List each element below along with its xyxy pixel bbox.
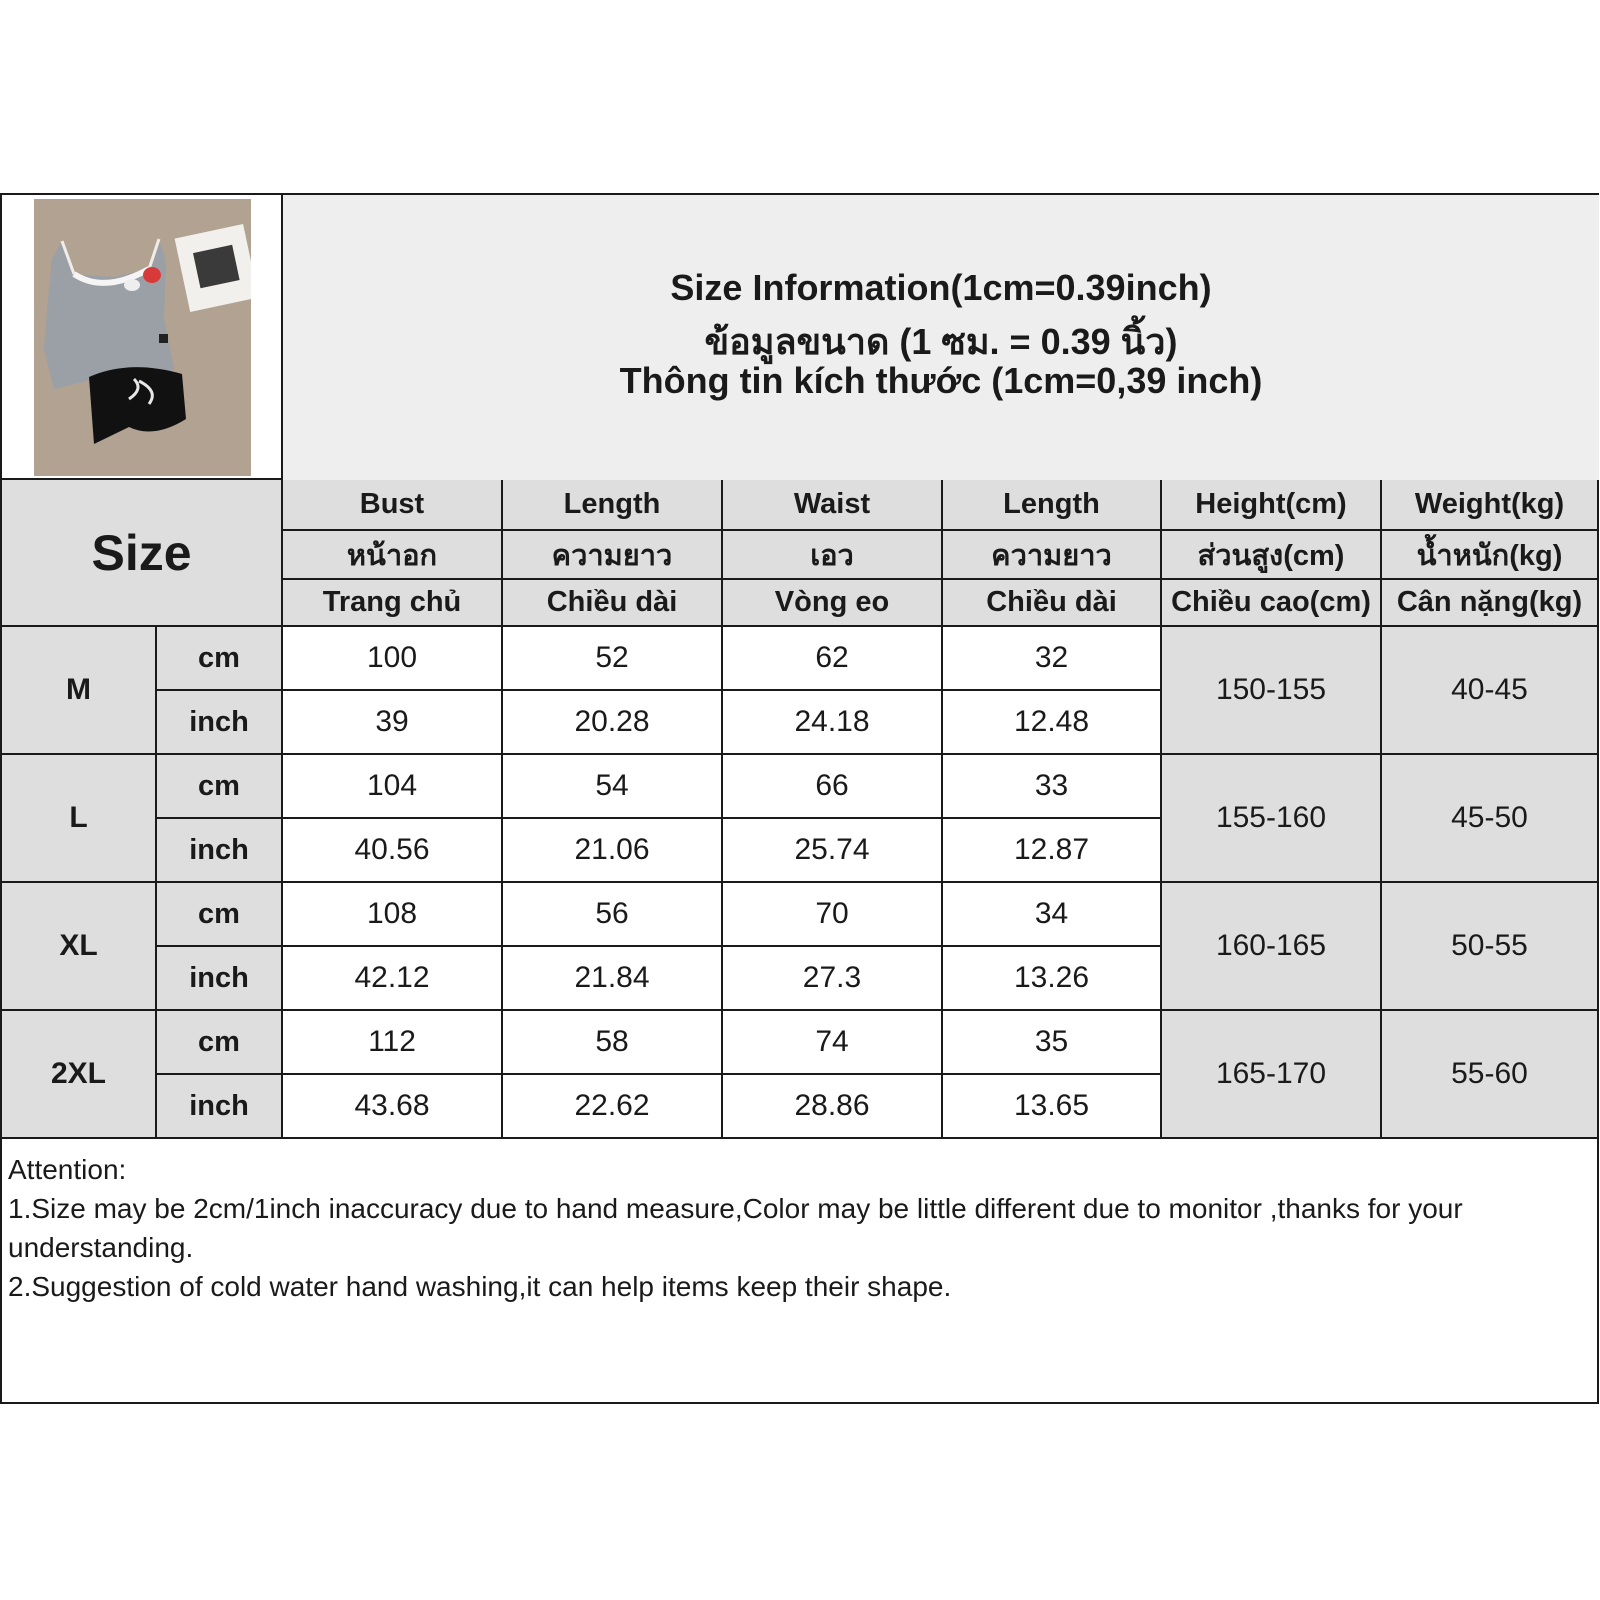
cell-weight: 45-50 xyxy=(1382,755,1599,883)
size-label: XL xyxy=(2,883,157,1011)
column-header-4-th: ส่วนสูง(cm) xyxy=(1162,531,1382,580)
cell-cm: 108 xyxy=(283,883,503,947)
cell-weight: 55-60 xyxy=(1382,1011,1599,1139)
title-english: Size Information(1cm=0.39inch) xyxy=(670,267,1212,308)
product-photo xyxy=(34,199,251,476)
attention-notes xyxy=(2,1148,1599,1406)
cell-inch: 43.68 xyxy=(283,1075,503,1139)
column-header-5-vi: Cân nặng(kg) xyxy=(1382,580,1599,627)
cell-inch: 12.87 xyxy=(943,819,1162,883)
unit-label-inch: inch xyxy=(157,819,283,883)
size-chart xyxy=(0,193,1599,1404)
cell-inch: 13.65 xyxy=(943,1075,1162,1139)
cell-inch: 21.84 xyxy=(503,947,723,1011)
cell-inch: 12.48 xyxy=(943,691,1162,755)
size-header: Size xyxy=(2,480,283,627)
cell-inch: 21.06 xyxy=(503,819,723,883)
column-header-3-th: ความยาว xyxy=(943,531,1162,580)
column-header-1-vi: Chiều dài xyxy=(503,580,723,627)
column-header-2-en: Waist xyxy=(723,480,943,531)
cell-cm: 52 xyxy=(503,627,723,691)
cell-cm: 100 xyxy=(283,627,503,691)
cell-inch: 22.62 xyxy=(503,1075,723,1139)
photo-area xyxy=(2,195,283,480)
cell-inch: 28.86 xyxy=(723,1075,943,1139)
cell-cm: 34 xyxy=(943,883,1162,947)
column-header-5-th: น้ำหนัก(kg) xyxy=(1382,531,1599,580)
cell-weight: 50-55 xyxy=(1382,883,1599,1011)
column-header-1-en: Length xyxy=(503,480,723,531)
cell-cm: 66 xyxy=(723,755,943,819)
notes-line-1: 1.Size may be 2cm/1inch inaccuracy due to hand measure,Color may be little different due to monitor ,thanks for your understanding. xyxy=(8,1193,1463,1263)
column-header-0-vi: Trang chủ xyxy=(283,580,503,627)
cell-cm: 74 xyxy=(723,1011,943,1075)
unit-label-cm: cm xyxy=(157,627,283,691)
cell-height: 150-155 xyxy=(1162,627,1382,755)
cell-inch: 13.26 xyxy=(943,947,1162,1011)
cell-cm: 104 xyxy=(283,755,503,819)
column-header-3-vi: Chiều dài xyxy=(943,580,1162,627)
unit-label-inch: inch xyxy=(157,947,283,1011)
column-header-5-en: Weight(kg) xyxy=(1382,480,1599,531)
cell-inch: 39 xyxy=(283,691,503,755)
cell-cm: 70 xyxy=(723,883,943,947)
title-block xyxy=(283,195,1599,482)
cell-inch: 40.56 xyxy=(283,819,503,883)
cell-cm: 32 xyxy=(943,627,1162,691)
unit-label-cm: cm xyxy=(157,1011,283,1075)
cell-cm: 112 xyxy=(283,1011,503,1075)
column-header-4-vi: Chiều cao(cm) xyxy=(1162,580,1382,627)
column-header-0-en: Bust xyxy=(283,480,503,531)
column-header-3-en: Length xyxy=(943,480,1162,531)
cell-height: 165-170 xyxy=(1162,1011,1382,1139)
unit-label-inch: inch xyxy=(157,691,283,755)
unit-label-inch: inch xyxy=(157,1075,283,1139)
cell-cm: 33 xyxy=(943,755,1162,819)
title-vietnamese: Thông tin kích thước (1cm=0,39 inch) xyxy=(619,360,1263,401)
unit-label-cm: cm xyxy=(157,883,283,947)
cell-inch: 27.3 xyxy=(723,947,943,1011)
column-header-2-th: เอว xyxy=(723,531,943,580)
cell-cm: 58 xyxy=(503,1011,723,1075)
cell-inch: 24.18 xyxy=(723,691,943,755)
size-label: M xyxy=(2,627,157,755)
cell-height: 155-160 xyxy=(1162,755,1382,883)
cell-cm: 56 xyxy=(503,883,723,947)
cell-cm: 35 xyxy=(943,1011,1162,1075)
column-header-2-vi: Vòng eo xyxy=(723,580,943,627)
column-header-4-en: Height(cm) xyxy=(1162,480,1382,531)
notes-heading: Attention: xyxy=(8,1154,127,1185)
notes-line-2: 2.Suggestion of cold water hand washing,it can help items keep their shape. xyxy=(8,1271,952,1302)
size-label: L xyxy=(2,755,157,883)
size-label: 2XL xyxy=(2,1011,157,1139)
cell-inch: 20.28 xyxy=(503,691,723,755)
unit-label-cm: cm xyxy=(157,755,283,819)
title-thai: ข้อมูลขนาด (1 ซม. = 0.39 นิ้ว) xyxy=(704,321,1178,362)
cell-inch: 25.74 xyxy=(723,819,943,883)
column-header-0-th: หน้าอก xyxy=(283,531,503,580)
cell-height: 160-165 xyxy=(1162,883,1382,1011)
cell-weight: 40-45 xyxy=(1382,627,1599,755)
cell-inch: 42.12 xyxy=(283,947,503,1011)
cell-cm: 54 xyxy=(503,755,723,819)
column-header-1-th: ความยาว xyxy=(503,531,723,580)
cell-cm: 62 xyxy=(723,627,943,691)
